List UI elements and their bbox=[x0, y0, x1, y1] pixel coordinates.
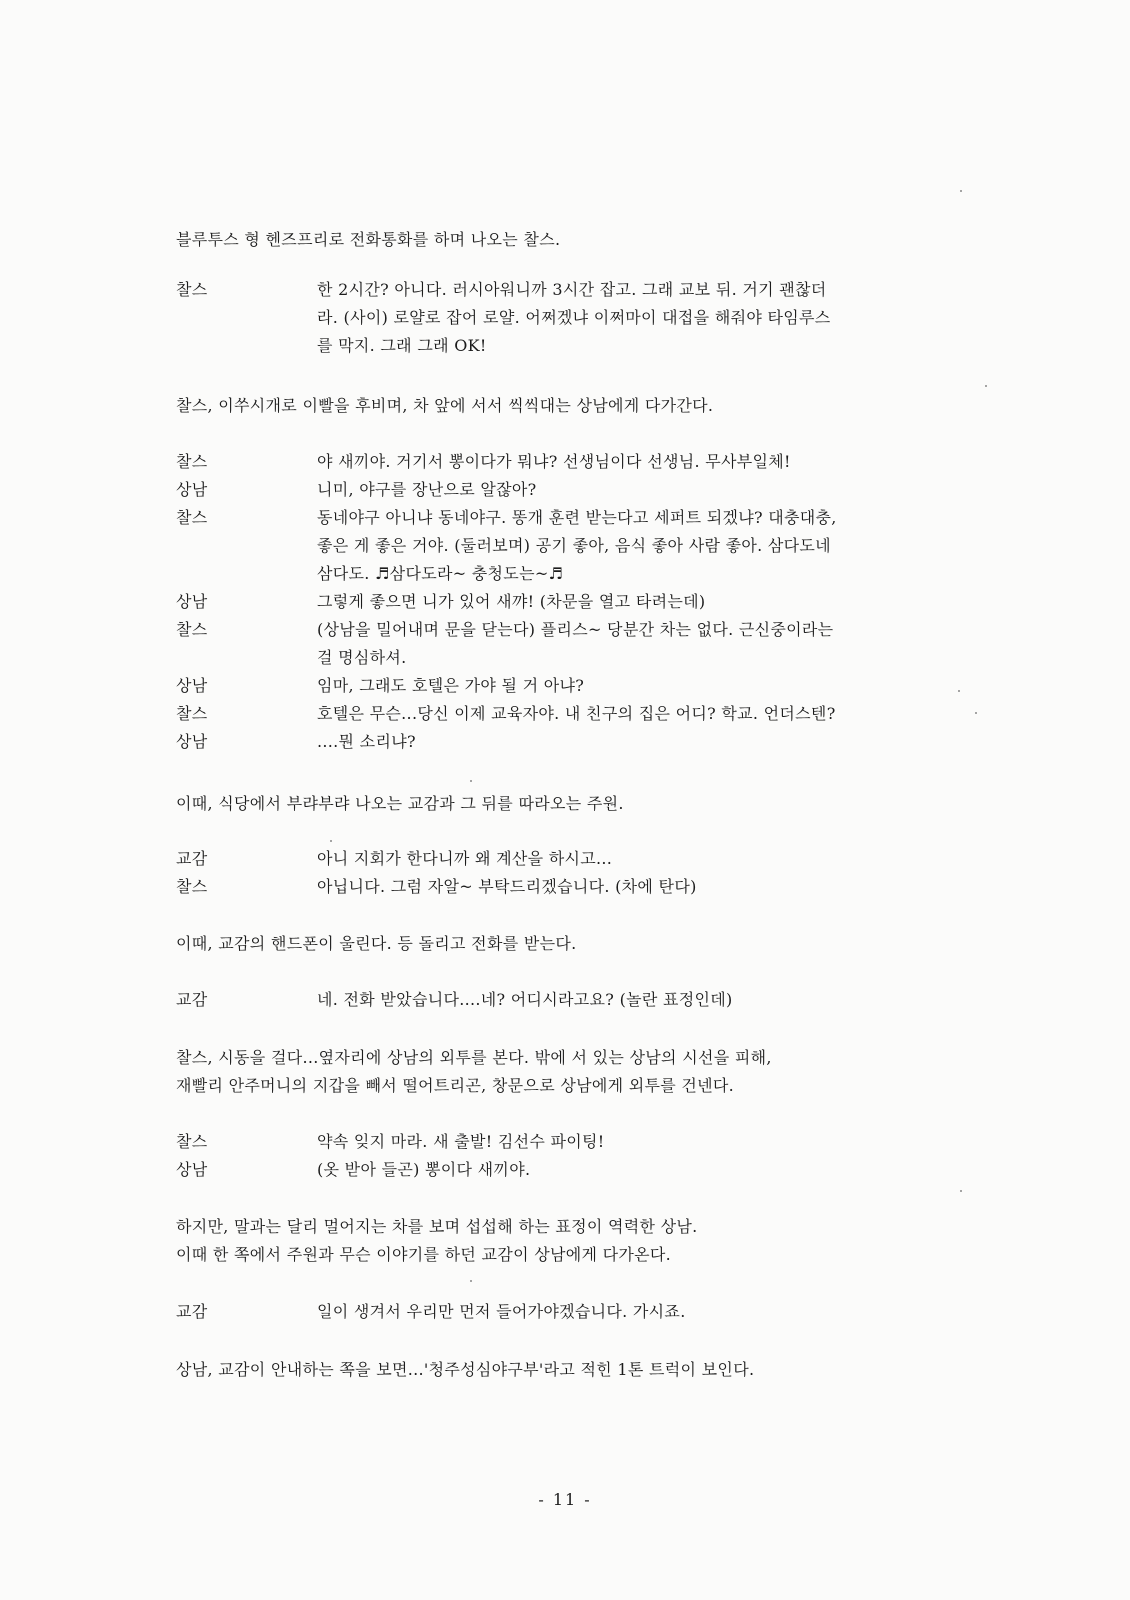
dialogue-text: 네. 전화 받았습니다....네? 어디시라고요? (놀란 표정인데) bbox=[317, 990, 733, 1009]
dialogue-line bbox=[176, 986, 956, 1014]
dialogue-text: 임마, 그래도 호텔은 가야 될 거 아냐? bbox=[317, 676, 585, 695]
speaker-name: 찰스 bbox=[176, 877, 208, 896]
dialogue-line bbox=[176, 1156, 956, 1184]
stage-direction: 찰스, 시동을 걸다...옆자리에 상남의 외투를 본다. 밖에 서 있는 상남의 시선을 피해, bbox=[176, 1048, 772, 1067]
dialogue-line bbox=[176, 532, 956, 560]
stage-direction: 이때 한 쪽에서 주원과 무슨 이야기를 하던 교감이 상남에게 다가온다. bbox=[176, 1245, 672, 1264]
page-number: - 11 - bbox=[538, 1490, 592, 1509]
dialogue-line bbox=[176, 304, 956, 332]
scan-speck bbox=[330, 840, 332, 842]
stage-direction: 블루투스 형 헨즈프리로 전화통화를 하며 나오는 찰스. bbox=[176, 230, 561, 249]
scan-speck bbox=[960, 1190, 962, 1192]
speaker-name: 찰스 bbox=[176, 1132, 208, 1151]
dialogue-text: ....뭔 소리냐? bbox=[317, 732, 416, 751]
dialogue-block bbox=[176, 845, 956, 901]
dialogue-text: 삼다도. ♬삼다도라~ 충청도는~♬ bbox=[317, 564, 564, 583]
scan-speck bbox=[985, 385, 987, 387]
dialogue-text: 니미, 야구를 장난으로 알잖아? bbox=[317, 480, 537, 499]
scan-speck bbox=[470, 1280, 472, 1282]
dialogue-line bbox=[176, 873, 956, 901]
speaker-name: 찰스 bbox=[176, 452, 208, 471]
dialogue-line bbox=[176, 476, 956, 504]
dialogue-text: 약속 잊지 마라. 새 출발! 김선수 파이팅! bbox=[317, 1132, 605, 1151]
dialogue-text: 한 2시간? 아니다. 러시아워니까 3시간 잡고. 그래 교보 뒤. 거기 괜찮더 bbox=[317, 280, 827, 299]
dialogue-line bbox=[176, 700, 956, 728]
dialogue-block bbox=[176, 986, 956, 1014]
dialogue-text: 호텔은 무슨...당신 이제 교육자야. 내 친구의 집은 어디? 학교. 언더스텐? bbox=[317, 704, 836, 723]
dialogue-line bbox=[176, 672, 956, 700]
dialogue-block bbox=[176, 448, 956, 756]
dialogue-line bbox=[176, 1298, 956, 1326]
stage-direction: 찰스, 이쑤시개로 이빨을 후비며, 차 앞에 서서 씩씩대는 상남에게 다가간다. bbox=[176, 396, 714, 415]
dialogue-line bbox=[176, 644, 956, 672]
stage-direction: 재빨리 안주머니의 지갑을 빼서 떨어트리곤, 창문으로 상남에게 외투를 건넨다. bbox=[176, 1076, 735, 1095]
speaker-name: 상남 bbox=[176, 1160, 208, 1179]
dialogue-block bbox=[176, 276, 956, 360]
speaker-name: 찰스 bbox=[176, 620, 208, 639]
dialogue-text: (상남을 밀어내며 문을 닫는다) 플리스~ 당분간 차는 없다. 근신중이라는 bbox=[317, 620, 834, 639]
dialogue-text: (옷 받아 들곤) 뽕이다 새끼야. bbox=[317, 1160, 531, 1179]
dialogue-line bbox=[176, 1128, 956, 1156]
dialogue-text: 그렇게 좋으면 니가 있어 새꺄! (차문을 열고 타려는데) bbox=[317, 592, 706, 611]
dialogue-text: 동네야구 아니냐 동네야구. 똥개 훈련 받는다고 세퍼트 되겠냐? 대충대충, bbox=[317, 508, 837, 527]
dialogue-line bbox=[176, 332, 956, 360]
stage-direction: 이때, 식당에서 부랴부랴 나오는 교감과 그 뒤를 따라오는 주원. bbox=[176, 794, 624, 813]
speaker-name: 상남 bbox=[176, 480, 208, 499]
dialogue-text: 라. (사이) 로얄로 잡어 로얄. 어쩌겠냐 이쩌마이 대접을 해줘야 타임루스 bbox=[317, 308, 831, 327]
scan-speck bbox=[975, 712, 977, 714]
scan-speck bbox=[958, 690, 960, 692]
dialogue-line bbox=[176, 448, 956, 476]
stage-direction: 상남, 교감이 안내하는 쪽을 보면...'청주성심야구부'라고 적힌 1톤 트럭이 보인다. bbox=[176, 1360, 755, 1379]
dialogue-text: 일이 생겨서 우리만 먼저 들어가야겠습니다. 가시죠. bbox=[317, 1302, 686, 1321]
dialogue-line bbox=[176, 616, 956, 644]
dialogue-line bbox=[176, 845, 956, 873]
dialogue-text: 야 새끼야. 거기서 뽕이다가 뭐냐? 선생님이다 선생님. 무사부일체! bbox=[317, 452, 791, 471]
dialogue-line bbox=[176, 560, 956, 588]
dialogue-text: 아닙니다. 그럼 자알~ 부탁드리겠습니다. (차에 탄다) bbox=[317, 877, 697, 896]
dialogue-text: 를 막지. 그래 그래 OK! bbox=[317, 336, 487, 355]
speaker-name: 상남 bbox=[176, 732, 208, 751]
dialogue-line bbox=[176, 588, 956, 616]
dialogue-line bbox=[176, 504, 956, 532]
stage-direction: 이때, 교감의 핸드폰이 울린다. 등 돌리고 전화를 받는다. bbox=[176, 934, 577, 953]
scan-speck bbox=[960, 190, 962, 192]
speaker-name: 교감 bbox=[176, 849, 208, 868]
speaker-name: 교감 bbox=[176, 1302, 208, 1321]
speaker-name: 상남 bbox=[176, 676, 208, 695]
speaker-name: 상남 bbox=[176, 592, 208, 611]
stage-direction: 하지만, 말과는 달리 멀어지는 차를 보며 섭섭해 하는 표정이 역력한 상남. bbox=[176, 1217, 698, 1236]
speaker-name: 찰스 bbox=[176, 704, 208, 723]
dialogue-text: 좋은 게 좋은 거야. (둘러보며) 공기 좋아, 음식 좋아 사람 좋아. 삼다도네 bbox=[317, 536, 831, 555]
speaker-name: 찰스 bbox=[176, 280, 208, 299]
speaker-name: 찰스 bbox=[176, 508, 208, 527]
dialogue-text: 걸 명심하셔. bbox=[317, 648, 407, 667]
dialogue-line bbox=[176, 728, 956, 756]
dialogue-block bbox=[176, 1298, 956, 1326]
scan-speck bbox=[470, 780, 472, 782]
dialogue-text: 아니 지회가 한다니까 왜 계산을 하시고... bbox=[317, 849, 613, 868]
dialogue-line bbox=[176, 276, 956, 304]
dialogue-block bbox=[176, 1128, 956, 1184]
speaker-name: 교감 bbox=[176, 990, 208, 1009]
